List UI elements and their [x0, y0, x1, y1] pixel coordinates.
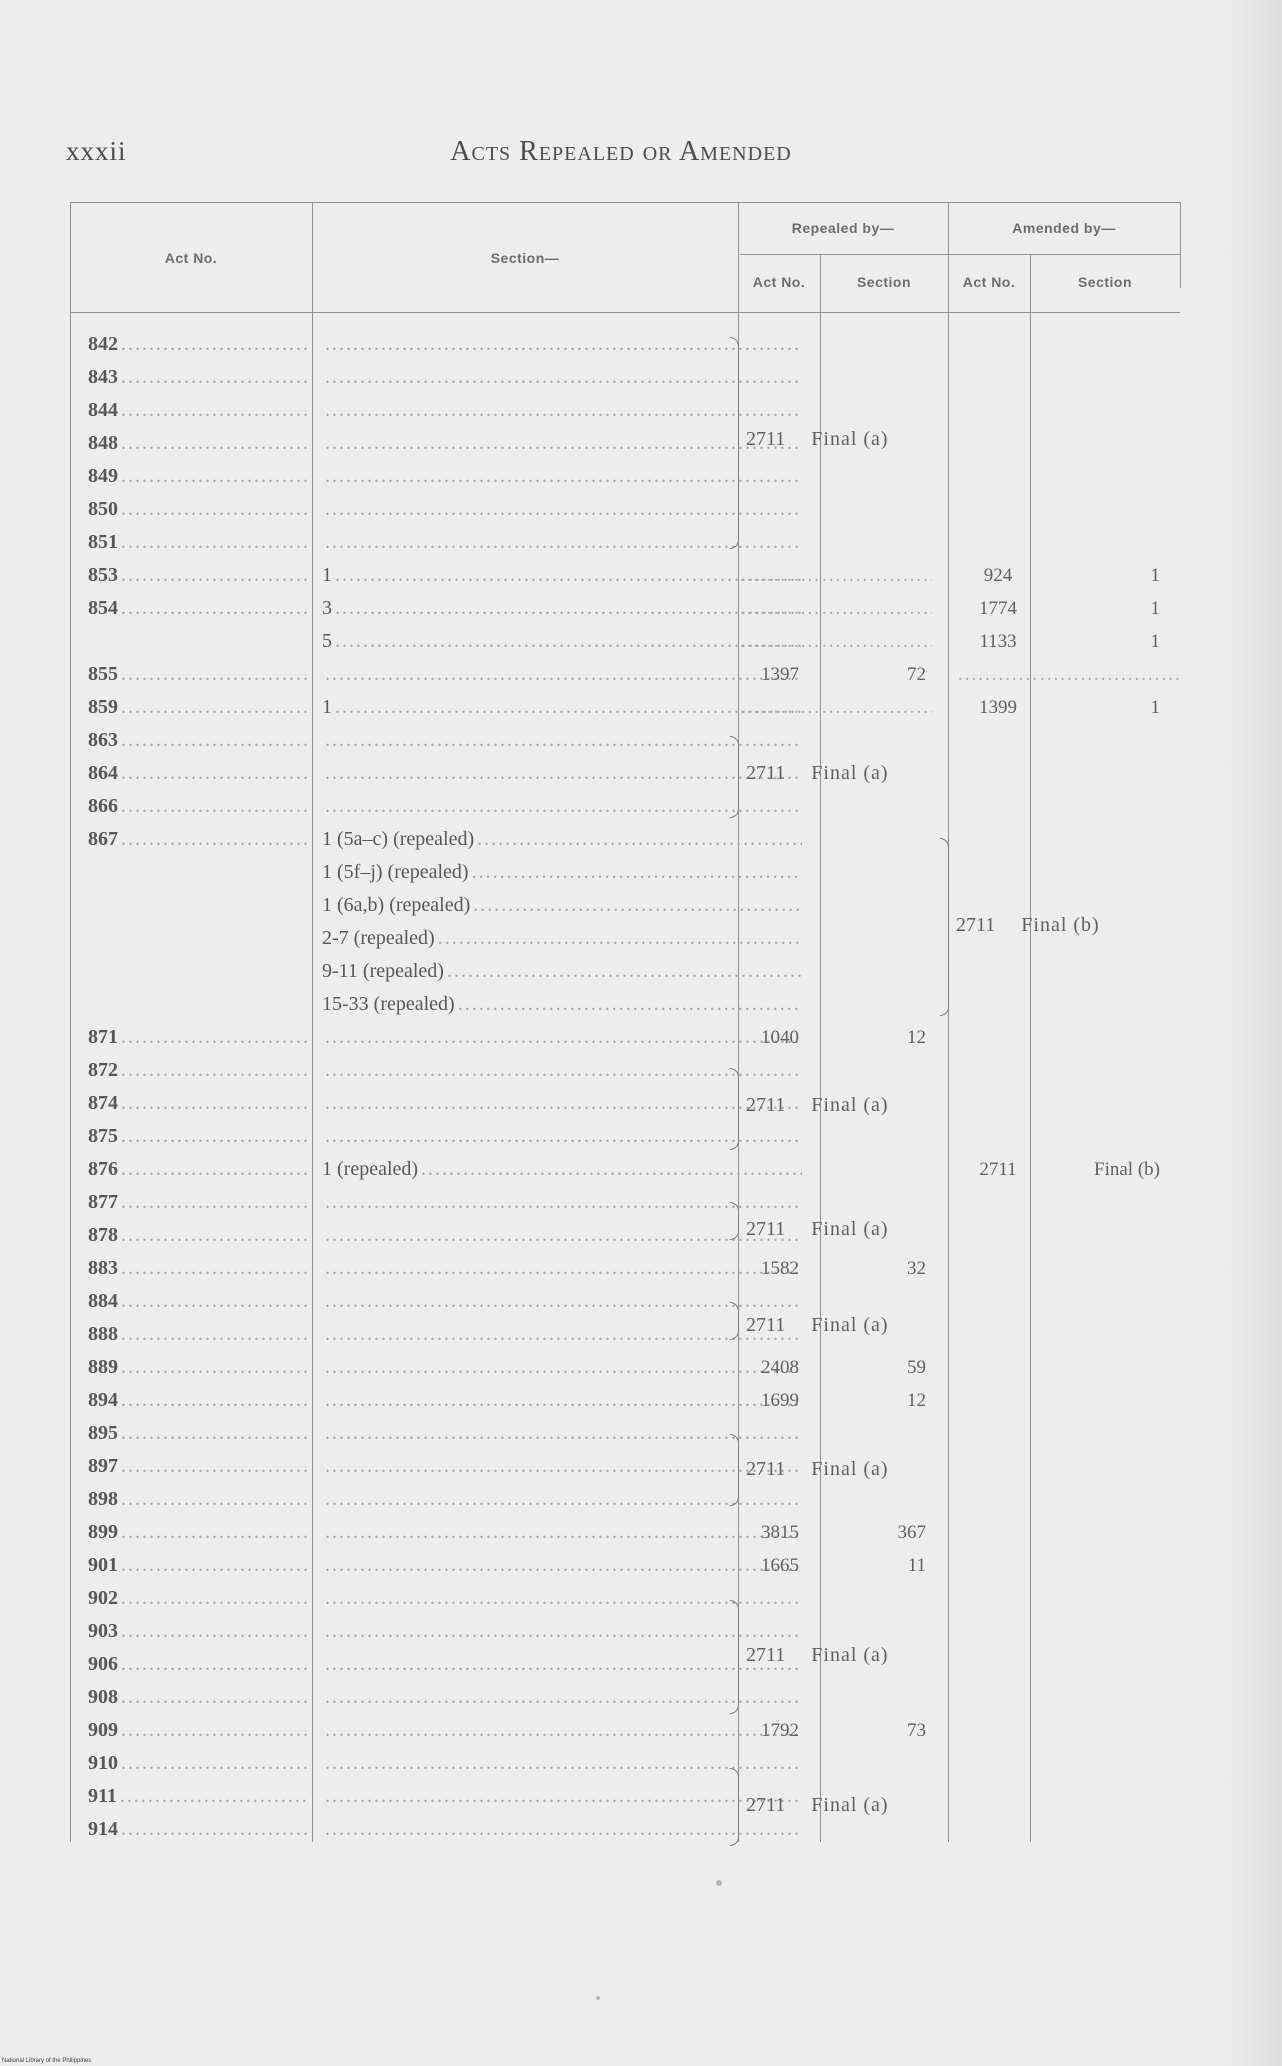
act-number: 864 .....: [88, 757, 310, 790]
group-7-section: Final (a): [811, 1458, 889, 1480]
brace-group-4: [730, 1068, 739, 1150]
table-row: [70, 1582, 1180, 1615]
group-5-act: 2711: [746, 1218, 786, 1240]
group-2-value: [746, 762, 889, 785]
act-number: 874 .....: [88, 1087, 310, 1120]
amended-section: 1: [1150, 697, 1160, 718]
section-cell: [322, 1252, 802, 1285]
act-number: 866 .....: [88, 790, 310, 823]
section-cell: [322, 1351, 802, 1384]
act-number: 899 .....: [88, 1516, 310, 1549]
group-6-act: 2711: [746, 1314, 786, 1336]
section-cell: [322, 1384, 802, 1417]
section-cell: [322, 658, 802, 691]
repealed-section: 11: [907, 1555, 926, 1576]
repealed-section: 12: [907, 1390, 926, 1411]
table-row: [70, 1813, 1180, 1846]
table-row: [70, 1516, 1180, 1549]
repealed-act-no: 1699: [761, 1390, 799, 1411]
table-row: [70, 955, 1180, 988]
section-cell: 9-11 (repealed) .....: [322, 955, 802, 988]
table-row: [70, 1054, 1180, 1087]
act-number: 910 .....: [88, 1747, 310, 1780]
amended-act-no: 1133: [979, 631, 1017, 652]
header-section: Section—: [490, 250, 560, 266]
section-cell: [322, 1714, 802, 1747]
repealed-act-no: [740, 691, 820, 724]
repealed-section: [822, 625, 932, 658]
ink-spot: [716, 1880, 722, 1886]
act-number: 897 .....: [88, 1450, 310, 1483]
table-row: [70, 1186, 1180, 1219]
table-row: [70, 1417, 1180, 1450]
group-7-act: 2711: [746, 1458, 786, 1480]
act-number: 884 .....: [88, 1285, 310, 1318]
header-act-no: Act No.: [164, 250, 218, 266]
subheader-rule: [740, 254, 1180, 255]
act-number: 855 .....: [88, 658, 310, 691]
act-number: 842 .....: [88, 328, 310, 361]
table-row: [70, 658, 1180, 691]
group-3-value: [956, 914, 1100, 937]
table-row: [70, 1714, 1180, 1747]
act-number: 878 .....: [88, 1219, 310, 1252]
group-4-section: Final (a): [811, 1094, 889, 1116]
group-9-value: [746, 1794, 889, 1817]
acts-table: [70, 202, 1180, 1842]
section-cell: 15-33 (repealed) .....: [322, 988, 802, 1021]
header-bottom-rule: [70, 312, 1180, 313]
table-row: [70, 1153, 1180, 1186]
table-row: [70, 856, 1180, 889]
repealed-section: [822, 691, 932, 724]
table-row: [70, 460, 1180, 493]
group-6-value: [746, 1314, 889, 1337]
repealed-act-no: 1665: [761, 1555, 799, 1576]
header-amended-act-no: Act No.: [962, 274, 1016, 290]
act-number: 871 .....: [88, 1021, 310, 1054]
brace-group-8: [730, 1600, 739, 1714]
table-row: [70, 1120, 1180, 1153]
act-number: 853 .....: [88, 559, 310, 592]
table-row: [70, 988, 1180, 1021]
table-row: [70, 1747, 1180, 1780]
amended-section: 1: [1150, 631, 1160, 652]
table-row: [70, 427, 1180, 460]
col-rule-right: [1180, 202, 1181, 288]
group-5-value: [746, 1218, 889, 1241]
table-row: [70, 625, 1180, 658]
repealed-section: 59: [907, 1357, 926, 1378]
table-row: [70, 1087, 1180, 1120]
table-row: [70, 1351, 1180, 1384]
repealed-section: 12: [907, 1027, 926, 1048]
brace-group-2: [730, 736, 739, 818]
section-cell: 5 .....: [322, 625, 802, 658]
act-number: 895 .....: [88, 1417, 310, 1450]
act-number: 909 .....: [88, 1714, 310, 1747]
amended-act-no: 1774: [979, 598, 1017, 619]
act-number: 877 .....: [88, 1186, 310, 1219]
act-number: 908 .....: [88, 1681, 310, 1714]
header-repealed-act-no: Act No.: [752, 274, 806, 290]
group-2-section: Final (a): [811, 762, 889, 784]
group-9-section: Final (a): [811, 1794, 889, 1816]
table-row: [70, 592, 1180, 625]
amended-act-no: 924: [983, 565, 1013, 586]
group-4-value: [746, 1094, 889, 1117]
table-row: [70, 559, 1180, 592]
table-row: [70, 1483, 1180, 1516]
section-cell: 1 .....: [322, 691, 802, 724]
group-8-act: 2711: [746, 1644, 786, 1666]
header-repealed-by: Repealed by—: [791, 220, 895, 236]
section-cell: 1 (5a–c) (repealed) .....: [322, 823, 802, 856]
table-row: [70, 1318, 1180, 1351]
repealed-act-no: 2408: [761, 1357, 799, 1378]
group-4-act: 2711: [746, 1094, 786, 1116]
header-amended-by: Amended by—: [1012, 220, 1116, 236]
amended-section: Final (b): [1094, 1159, 1160, 1180]
brace-group-7: [730, 1434, 739, 1506]
footer-credit: National Library of the Philippines: [2, 2058, 92, 2064]
group-2-act: 2711: [746, 762, 786, 784]
amended-section: 1: [1150, 598, 1160, 619]
act-number: 844 .....: [88, 394, 310, 427]
table-row: [70, 526, 1180, 559]
act-number: 850 .....: [88, 493, 310, 526]
amended-section: [1040, 658, 1180, 691]
group-7-value: [746, 1458, 889, 1481]
amended-section: 1: [1150, 565, 1160, 586]
act-number: 888 .....: [88, 1318, 310, 1351]
page-edge-shadow: [1222, 0, 1282, 2066]
act-number: 854 .....: [88, 592, 310, 625]
page-title-text: Acts Repealed or Amended: [450, 136, 792, 167]
ink-spot: [596, 1996, 600, 2000]
brace-group-3: [940, 838, 949, 1016]
section-cell: 1 (5f–j) (repealed) .....: [322, 856, 802, 889]
table-row: [70, 1450, 1180, 1483]
section-cell: [322, 1021, 802, 1054]
act-number: 906 .....: [88, 1648, 310, 1681]
table-row: [70, 724, 1180, 757]
repealed-section: 367: [897, 1522, 926, 1543]
section-cell: 1 (repealed) .....: [322, 1153, 802, 1186]
brace-group-6: [730, 1302, 739, 1340]
header-repealed-section: Section: [856, 274, 912, 290]
section-cell: [322, 1516, 802, 1549]
repealed-section: 73: [907, 1720, 926, 1741]
act-number: 898 .....: [88, 1483, 310, 1516]
act-number: 914 .....: [88, 1813, 310, 1846]
table-row: [70, 1549, 1180, 1582]
table-row: [70, 493, 1180, 526]
table-row: [70, 1681, 1180, 1714]
act-number: 863 .....: [88, 724, 310, 757]
table-row: [70, 1384, 1180, 1417]
table-row: [70, 1252, 1180, 1285]
group-3-section: Final (b): [1021, 914, 1100, 936]
section-cell: 1 (6a,b) (repealed) .....: [322, 889, 802, 922]
act-number: 911 .....: [88, 1780, 310, 1813]
table-row: [70, 1219, 1180, 1252]
repealed-act-no: 1040: [761, 1027, 799, 1048]
group-5-section: Final (a): [811, 1218, 889, 1240]
repealed-section: [822, 559, 932, 592]
act-number: 883 .....: [88, 1252, 310, 1285]
header-amended-section: Section: [1077, 274, 1133, 290]
act-number: 851 .....: [88, 526, 310, 559]
section-cell: 2-7 (repealed) .....: [322, 922, 802, 955]
act-number: 903 .....: [88, 1615, 310, 1648]
table-row: [70, 394, 1180, 427]
table-row: [70, 691, 1180, 724]
act-number: 843 .....: [88, 361, 310, 394]
brace-group-9: [730, 1768, 739, 1846]
group-9-act: 2711: [746, 1794, 786, 1816]
repealed-act-no: 1397: [761, 664, 799, 685]
repealed-section: [822, 592, 932, 625]
act-number: 876 .....: [88, 1153, 310, 1186]
repealed-act-no: [740, 625, 820, 658]
act-number: 849 .....: [88, 460, 310, 493]
repealed-act-no: 1792: [761, 1720, 799, 1741]
table-row: [70, 1285, 1180, 1318]
table-row: [70, 328, 1180, 361]
act-number: 902 .....: [88, 1582, 310, 1615]
section-cell: 1 .....: [322, 559, 802, 592]
group-3-act: 2711: [956, 914, 996, 936]
table-top-rule: [70, 202, 1180, 203]
table-row: [70, 361, 1180, 394]
page-title: [0, 136, 1282, 168]
table-row: [70, 757, 1180, 790]
table-row: [70, 790, 1180, 823]
repealed-section: 72: [907, 664, 926, 685]
table-row: [70, 1780, 1180, 1813]
repealed-section: 32: [907, 1258, 926, 1279]
table-row: [70, 1648, 1180, 1681]
amended-act-no: 2711: [979, 1159, 1017, 1180]
group-1-section: Final (a): [811, 428, 889, 450]
act-number: 889 .....: [88, 1351, 310, 1384]
act-number: 875 .....: [88, 1120, 310, 1153]
repealed-act-no: [740, 592, 820, 625]
amended-act-no: 1399: [979, 697, 1017, 718]
group-1-act: 2711: [746, 428, 786, 450]
act-number: 894 .....: [88, 1384, 310, 1417]
act-number: 848 .....: [88, 427, 310, 460]
table-row: [70, 1021, 1180, 1054]
repealed-act-no: 3815: [761, 1522, 799, 1543]
act-number: 872 .....: [88, 1054, 310, 1087]
group-8-value: [746, 1644, 889, 1667]
section-cell: [322, 1549, 802, 1582]
group-8-section: Final (a): [811, 1644, 889, 1666]
group-1-value: [746, 428, 889, 451]
repealed-act-no: [740, 559, 820, 592]
group-6-section: Final (a): [811, 1314, 889, 1336]
brace-group-1: [730, 337, 739, 549]
act-number: 859 .....: [88, 691, 310, 724]
page-number: xxxii: [66, 136, 127, 166]
amended-act-no: [958, 658, 1038, 691]
table-row: [70, 823, 1180, 856]
repealed-act-no: 1582: [761, 1258, 799, 1279]
brace-group-5: [730, 1202, 739, 1240]
act-number: 901 .....: [88, 1549, 310, 1582]
act-number: 867 .....: [88, 823, 310, 856]
section-cell: 3 .....: [322, 592, 802, 625]
table-row: [70, 1615, 1180, 1648]
